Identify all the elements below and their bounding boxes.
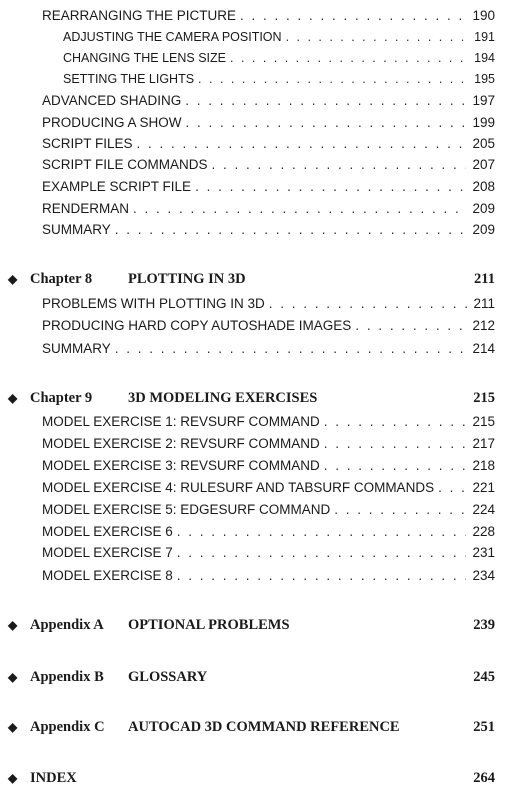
page-number: 234 <box>472 568 495 583</box>
page-number: 218 <box>472 458 495 473</box>
page-number: 208 <box>472 179 495 194</box>
entry-label: MODEL EXERCISE 6 <box>42 524 173 539</box>
diamond-bullet-icon: ◆ <box>8 618 18 632</box>
appendix-title: AUTOCAD 3D COMMAND REFERENCE <box>128 719 400 735</box>
toc-entry-script-files[interactable] <box>42 136 495 151</box>
entry-label: SUMMARY <box>42 341 111 356</box>
entry-label: MODEL EXERCISE 8 <box>42 568 173 583</box>
appendix-title: OPTIONAL PROBLEMS <box>128 617 290 633</box>
entry-label: CHANGING THE LENS SIZE <box>63 51 226 65</box>
dot-leader <box>334 502 466 517</box>
entry-label: MODEL EXERCISE 4: RULESURF AND TABSURF COMMANDS <box>42 480 435 495</box>
dot-leader <box>177 568 467 583</box>
chapter-number: Chapter 9 <box>30 390 93 406</box>
page-number: 197 <box>472 93 495 108</box>
dot-leader <box>269 296 467 311</box>
entry-label: MODEL EXERCISE 7 <box>42 545 173 560</box>
page-number: 228 <box>472 524 495 539</box>
chapter-8-heading[interactable] <box>8 271 495 288</box>
entry-label: SUMMARY <box>42 222 111 237</box>
dot-leader <box>324 414 467 429</box>
dot-leader <box>177 524 467 539</box>
dot-leader <box>240 8 466 23</box>
diamond-bullet-icon: ◆ <box>8 391 18 405</box>
dot-leader <box>137 136 467 151</box>
toc-entry-changing-the-lens-size[interactable] <box>63 51 495 65</box>
dot-leader <box>438 480 466 495</box>
appendix-b-heading[interactable] <box>8 669 495 686</box>
diamond-bullet-icon: ◆ <box>8 670 18 684</box>
toc-entry-summary[interactable] <box>42 222 495 237</box>
entry-label: ADVANCED SHADING <box>42 93 182 108</box>
page-number: 211 <box>473 296 495 311</box>
toc-entry-model-exercise-1[interactable] <box>42 414 495 429</box>
dot-leader <box>286 30 467 44</box>
dot-leader <box>198 72 467 86</box>
toc-entry-renderman[interactable] <box>42 201 495 216</box>
diamond-bullet-icon: ◆ <box>8 771 18 785</box>
toc-entry-producing-a-show[interactable] <box>42 115 495 130</box>
toc-entry-model-exercise-7[interactable] <box>42 545 495 560</box>
toc-entry-model-exercise-2[interactable] <box>42 436 495 451</box>
toc-entry-producing-hard-copy[interactable] <box>42 318 495 333</box>
toc-entry-setting-the-lights[interactable] <box>63 72 495 86</box>
entry-label: RENDERMAN <box>42 201 130 216</box>
page-number: 221 <box>472 480 495 495</box>
entry-label: SCRIPT FILE COMMANDS <box>42 157 208 172</box>
dot-leader <box>212 157 467 172</box>
page-number: 207 <box>472 157 495 172</box>
dot-leader <box>324 436 467 451</box>
page-number: 211 <box>474 271 495 287</box>
page-number: 224 <box>472 502 495 517</box>
diamond-bullet-icon: ◆ <box>8 720 18 734</box>
chapter-9-heading[interactable] <box>8 390 495 407</box>
page-number: 239 <box>473 617 495 633</box>
dot-leader <box>185 93 466 108</box>
page-number: 191 <box>474 30 495 44</box>
appendix-number: Appendix B <box>30 669 104 685</box>
page-number: 194 <box>474 51 495 65</box>
entry-label: MODEL EXERCISE 5: EDGESURF COMMAND <box>42 502 331 517</box>
appendix-a-heading[interactable] <box>8 617 495 634</box>
toc-entry-advanced-shading[interactable] <box>42 93 495 108</box>
diamond-bullet-icon: ◆ <box>8 272 18 286</box>
toc-entry-problems-with-plotting[interactable] <box>42 296 495 311</box>
entry-label: SCRIPT FILES <box>42 136 133 151</box>
index-title: INDEX <box>30 770 77 786</box>
entry-label: ADJUSTING THE CAMERA POSITION <box>63 30 282 44</box>
dot-leader <box>324 458 467 473</box>
entry-label: MODEL EXERCISE 3: REVSURF COMMAND <box>42 458 320 473</box>
entry-label: MODEL EXERCISE 1: REVSURF COMMAND <box>42 414 320 429</box>
page-number: 245 <box>473 669 495 685</box>
appendix-number: Appendix A <box>30 617 104 633</box>
page-number: 215 <box>473 390 495 406</box>
toc-entry-script-file-commands[interactable] <box>42 157 495 172</box>
dot-leader <box>186 115 467 130</box>
dot-leader <box>230 51 467 65</box>
toc-entry-model-exercise-3[interactable] <box>42 458 495 473</box>
page-number: 217 <box>472 436 495 451</box>
page-number: 212 <box>472 318 495 333</box>
toc-entry-rearranging-the-picture[interactable] <box>42 8 495 23</box>
entry-label: EXAMPLE SCRIPT FILE <box>42 179 192 194</box>
entry-label: MODEL EXERCISE 2: REVSURF COMMAND <box>42 436 320 451</box>
entry-label: PRODUCING HARD COPY AUTOSHADE IMAGES <box>42 318 352 333</box>
entry-label: PRODUCING A SHOW <box>42 115 182 130</box>
page-number: 231 <box>472 545 495 560</box>
toc-entry-model-exercise-5[interactable] <box>42 502 495 517</box>
page-number: 190 <box>472 8 495 23</box>
toc-entry-adjusting-the-camera-position[interactable] <box>63 30 495 44</box>
dot-leader <box>115 222 467 237</box>
dot-leader <box>133 201 466 216</box>
entry-label: REARRANGING THE PICTURE <box>42 8 237 23</box>
index-heading[interactable] <box>8 770 495 787</box>
page-number: 199 <box>472 115 495 130</box>
toc-entry-model-exercise-4[interactable] <box>42 480 495 495</box>
chapter-title: PLOTTING IN 3D <box>128 271 246 287</box>
chapter-number: Chapter 8 <box>30 271 93 287</box>
appendix-c-heading[interactable] <box>8 719 495 736</box>
dot-leader <box>115 341 467 356</box>
page-number: 205 <box>472 136 495 151</box>
entry-label: PROBLEMS WITH PLOTTING IN 3D <box>42 296 265 311</box>
page-number: 264 <box>473 770 495 786</box>
page-number: 215 <box>472 414 495 429</box>
toc-entry-example-script-file[interactable] <box>42 179 495 194</box>
page-number: 251 <box>473 719 495 735</box>
toc-entry-model-exercise-8[interactable] <box>42 568 495 583</box>
dot-leader <box>195 179 466 194</box>
dot-leader <box>355 318 466 333</box>
toc-entry-model-exercise-6[interactable] <box>42 524 495 539</box>
page-number: 195 <box>474 72 495 86</box>
page-number: 209 <box>472 222 495 237</box>
dot-leader <box>177 545 467 560</box>
appendix-title: GLOSSARY <box>128 669 208 685</box>
appendix-number: Appendix C <box>30 719 105 735</box>
page-number: 214 <box>472 341 495 356</box>
toc-entry-summary[interactable] <box>42 341 495 356</box>
chapter-title: 3D MODELING EXERCISES <box>128 390 318 406</box>
page-number: 209 <box>472 201 495 216</box>
entry-label: SETTING THE LIGHTS <box>63 72 195 86</box>
